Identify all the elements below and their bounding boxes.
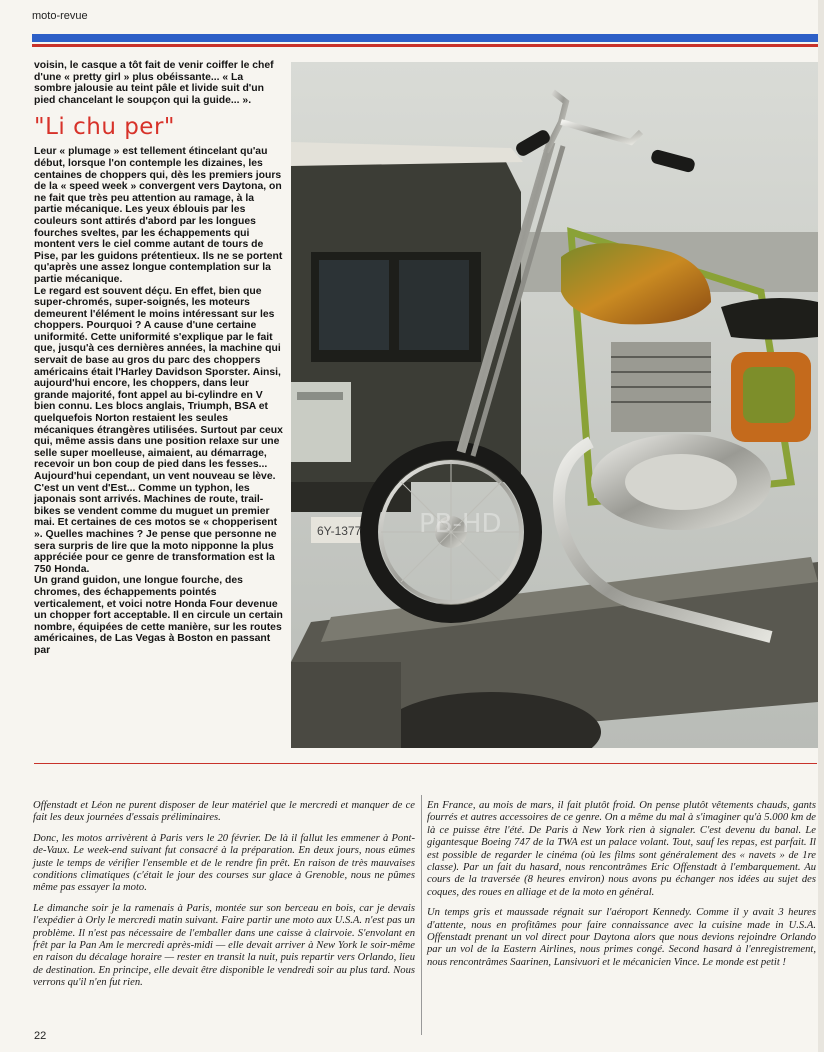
body-paragraph: Un temps gris et maussade régnait sur l'aéroport Kennedy. Comme il y avait 3 heures d'attente, nous en profitâmes pour faire connaissance avec la cuisine made in U.S.A. Offenstadt prenant un vol direct pour Daytona alors que nous devions rejoindre Orlando par un vol de la Eastern Airlines, nous primes congé. Second hasard à l'enregistrement, nous rencontrâmes Saarinen, Lansivuori et le mécanicien Vince. Le monde est petit !: [427, 907, 816, 968]
body-paragraph: Leur « plumage » est tellement étincelant qu'au début, lorsque l'on contemple les dizaines, les centaines de choppers qui, dès les premiers jours de la « speed week » convergent vers Daytona, on ne fait que très peu attention au ramage, à la partie mécanique. Les yeux éblouis par les couleurs sont attirés d'abord par les longues fourches sveltes, par les échappements qui montent vers le ciel comme autant de tours de Pise, par les guidons prétentieux. Ils ne se portent qu'après une assez longue contemplation sur la partie mécanique.: [34, 146, 283, 285]
column-divider: [421, 795, 422, 1035]
header-blue-band: [32, 34, 818, 42]
body-paragraph: En France, au mois de mars, il fait plutôt froid. On pense plutôt vêtements chauds, gants fourrés et autres accessoires de ce genre. On a même du mal à s'imaginer qu'à 5.000 km de là ce puisse être l'été. De Paris à New York rien à signaler. C'est devenu du banal. Le gigantesque Boeing 747 de la TWA est un palace volant. Tout, sauf les repas, est parfait. Il est possible de regarder le cinéma (où les films sont généralement des « navets » de 1re classe). Par un fait du hasard, nous rencontrâmes Eric Offenstadt à l'embarquement. Au cours de la traversée (8 heures environ) nous avons pu échanger nos idées au sujet des coques, des roues en alliage et de la moto en général.: [427, 800, 816, 898]
intro-paragraph: voisin, le casque a tôt fait de venir coiffer le chef d'une « pretty girl » plus obéissante... « La sombre jalousie au teint pâle et livide suit d'un pied chancelant le soupçon qui la guide... ».: [34, 60, 274, 106]
left-text-column: [34, 60, 283, 752]
bottom-left-column: [33, 800, 415, 998]
body-paragraph: Aujourd'hui cependant, un vent nouveau se lève. C'est un vent d'Est... Comme un typhon, les japonais sont arrivés. Machines de route, trail-bikes se vendent comme du muguet un premier mai. Et certaines de ces motos se « chopperisent ». Quelles machines ? Je pense que personne ne sera surpris de lire que la moto nipponne la plus appréciée pour ce genre de transformation est la 750 Honda.: [34, 471, 278, 575]
body-paragraph: Un grand guidon, une longue fourche, des chromes, des échappements pointés verticalement, et voici notre Honda Four devenue un chopper fort acceptable. Il en circule un certain nombre, équipées de cette manière, sur les routes américaines, de Las Vegas à Boston en passant par: [34, 575, 283, 656]
body-paragraph: Le dimanche soir je la ramenais à Paris, montée sur son berceau en bois, car je devais l'expédier à Orly le mercredi matin suivant. Faire partir une moto aux U.S.A. n'est pas un problème. Il n'est pas nécessaire de l'emballer dans une caisse à clairvoie. S'envolant en frêt par la Pan Am le mercredi après-midi — elle devait arriver à New York le soir-même en raison du décalage horaire — rester en transit la nuit, puis repartir vers Orlando, lieu de destination. En principe, elle devait être disponible le vendredi soir au plus tard. Nous verrons qu'il n'en fut rien.: [33, 902, 415, 989]
magazine-name: moto-revue: [32, 10, 88, 22]
chopper-photo-illustration: [291, 62, 818, 748]
chopper-photo: [291, 62, 818, 748]
page-number: 22: [34, 1030, 47, 1042]
page-edge: [818, 0, 824, 1052]
license-plate: 6Y-1377: [317, 524, 362, 538]
photo-watermark: PB-HD: [419, 509, 502, 539]
bottom-right-column: [427, 800, 816, 977]
section-title: "Li chu per": [34, 114, 175, 141]
body-paragraph: Le regard est souvent déçu. En effet, bien que super-chromés, super-soignés, les moteurs demeurent l'élément le moins intéressant sur les choppers. Pourquoi ? A cause d'une certaine uniformité. Cette uniformité s'explique par le fait que, jusqu'à ces dernières années, la machine qui servait de base au gros du parc des choppers américains était l'Harley Davidson Sporster. Ainsi, aujourd'hui encore, les choppers, dans leur grande majorité, font appel au bi-cylindre en V bien connu. Les blocs anglais, Triumph, BSA et quelquefois Norton restaient les seules mécaniques étrangères utilisées. Surtout par ceux qui, même assis dans une position relaxe sur une selle super moelleuse, aimaient, au démarrage, recevoir un bon coup de pied dans les fesses...: [34, 285, 283, 471]
body-paragraph: Donc, les motos arrivèrent à Paris vers le 20 février. De là il fallut les emmener à Pont-de-Vaux. Le week-end suivant fut consacré à la préparation. En deux jours, nous eûmes juste le temps de vérifier l'ensemble et de le rendre fin prêt. En raison de très mauvaises conditions climatiques (c'était le jour des courses sur glace à Grenoble, nous ne pûmes même pas essayer la moto.: [33, 832, 415, 894]
header-red-band: [32, 44, 818, 47]
section-divider: [34, 763, 817, 764]
body-paragraph: Offenstadt et Léon ne purent disposer de leur matériel que le mercredi et manquer de ce fait les deux journées d'essais préliminaires.: [33, 800, 415, 824]
